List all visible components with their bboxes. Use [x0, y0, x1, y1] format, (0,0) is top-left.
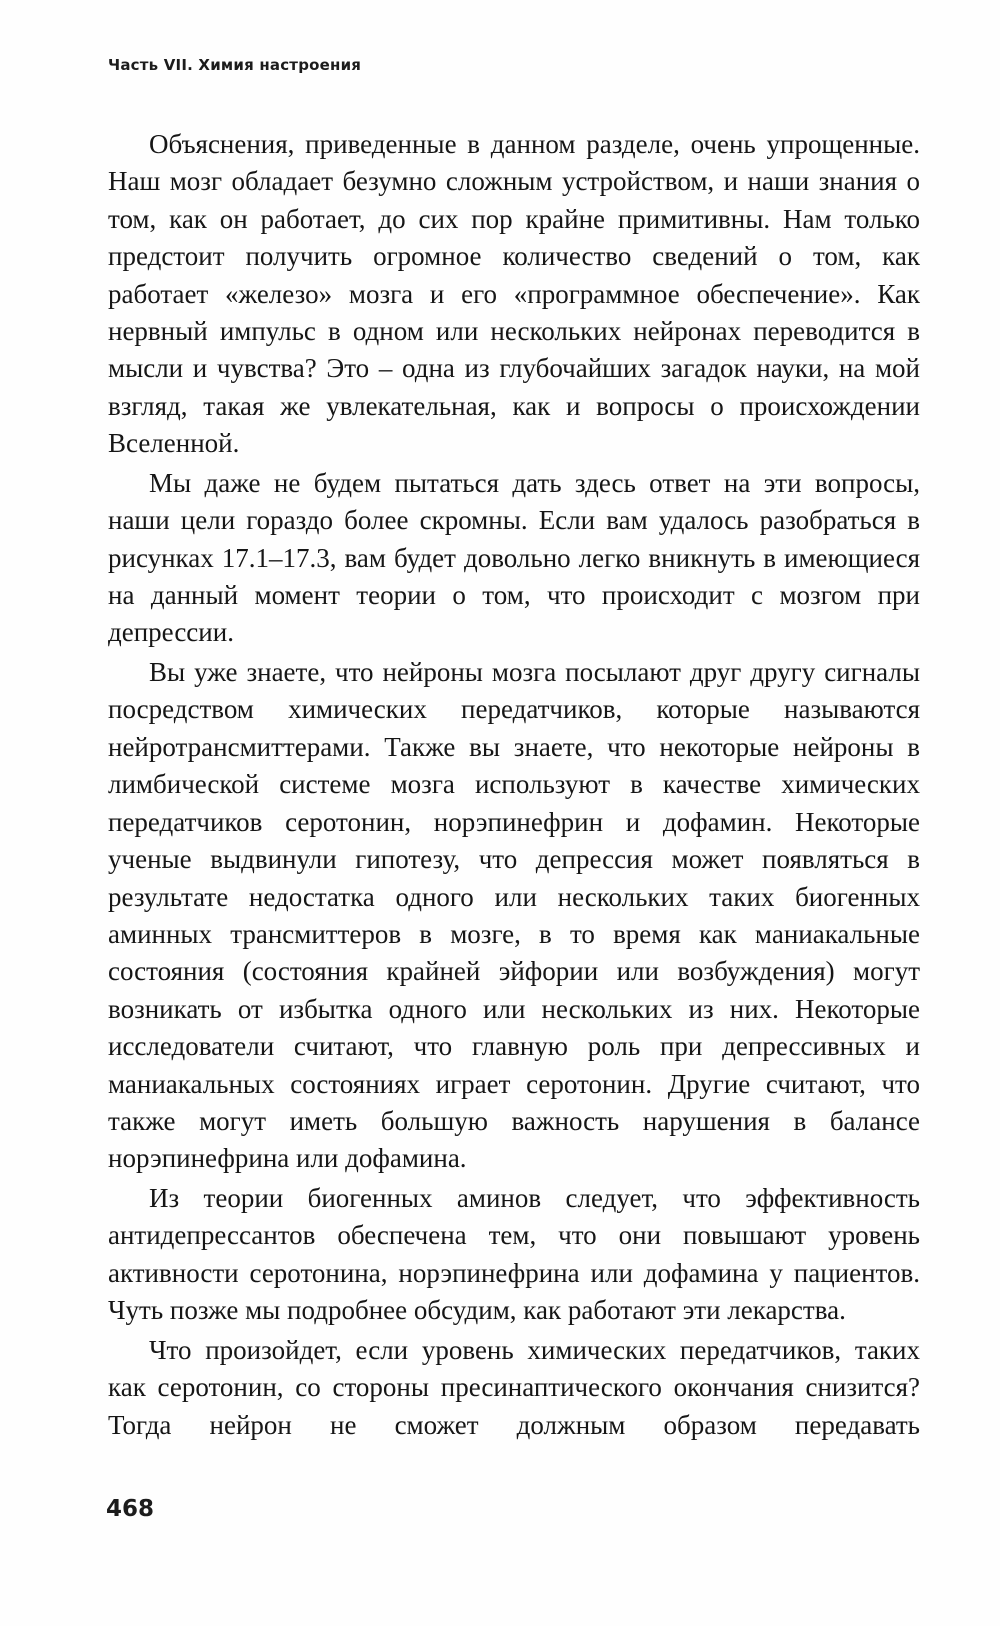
- running-head: Часть VII. Химия настроения: [108, 56, 362, 74]
- paragraph-4: Из теории биогенных аминов следует, что эффективность антидепрессантов обеспечена тем, что они повышают уровень активности серотонина, норэпинефрина или дофамина у пациентов. Чуть позже мы подробнее обсудим, как работают эти лекарства.: [108, 1182, 920, 1326]
- paragraph-1: Объяснения, приведенные в данном разделе, очень упрощенные. Наш мозг обладает безумно сложным устройством, и наши знания о том, как он работает, до сих пор крайне примитивны. Нам только предстоит получить огромное количество сведений о том, как работает «железо» мозга и его «программное обеспечение». Как нервный импульс в одном или нескольких нейронах переводится в мысли и чувства? Это – одна из глубочайших загадок науки, на мой взгляд, такая же увлекательная, как и вопросы о происхождении Вселенной.: [108, 129, 920, 459]
- paragraph-2: Мы даже не будем пытаться дать здесь ответ на эти вопросы, наши цели гораздо более скромны. Если вам удалось разобраться в рисунках 17.1–17.3, вам будет довольно легко вникнуть в имеющиеся на данный момент теории о том, что происходит с мозгом при депрессии.: [108, 467, 920, 648]
- paragraph-3: Вы уже знаете, что нейроны мозга посылают друг другу сигналы посредством химических передатчиков, которые называются нейротрансмиттерами. Также вы знаете, что некоторые нейроны в лимбической системе мозга используют в качестве химических передатчиков серотонин, норэпинефрин и дофамин. Некоторые ученые выдвинули гипотезу, что депрессия может появляться в результате недостатка одного или нескольких таких биогенных аминных трансмиттеров в мозге, в то время как маниакальные состояния (состояния крайней эйфории или возбуждения) могут возникать от избытка одного или нескольких из них. Некоторые исследователи считают, что главную роль при депрессивных и маниакальных состояниях играет серотонин. Другие считают, что также могут иметь большую важность нарушения в балансе норэпинефрина или дофамина.: [108, 657, 920, 1174]
- page-number: 468: [106, 1496, 155, 1522]
- body-text: [108, 126, 920, 1446]
- paragraph-5: Что произойдет, если уровень химических передатчиков, таких как серотонин, со стороны пресинаптического окончания снизится? Тогда нейрон не сможет должным образом передавать: [108, 1334, 920, 1440]
